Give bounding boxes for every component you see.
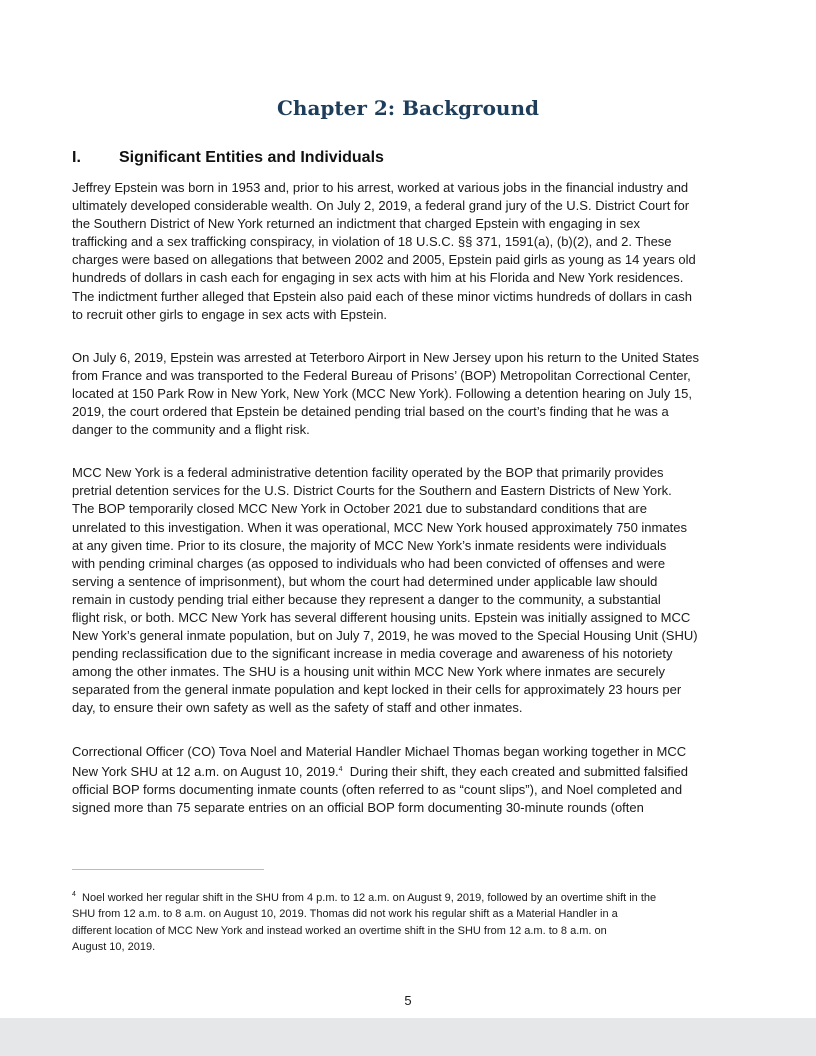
text-line bbox=[72, 761, 752, 781]
text-line: at any given time. Prior to its closure, the majority of MCC New York’s inmate residents were individuals bbox=[72, 537, 667, 553]
text-line: to recruit other girls to engage in sex acts with Epstein. bbox=[72, 306, 388, 322]
footnote-line bbox=[72, 887, 752, 906]
paragraph bbox=[72, 349, 752, 439]
text-line: separated from the general inmate population and kept locked in their cells for approximately 23 hours per bbox=[72, 682, 682, 698]
chapter-title: Chapter 2: Background bbox=[277, 96, 539, 120]
text-line: flight risk, or both. MCC New York has several different housing units. Epstein was initially assigned to MCC bbox=[72, 609, 691, 625]
text-line: day, to ensure their own safety as well as the safety of staff and other inmates. bbox=[72, 700, 523, 716]
text-line: MCC New York is a federal administrative detention facility operated by the BOP that primarily provides bbox=[72, 465, 664, 481]
section-number: I. bbox=[72, 149, 81, 166]
text-line: serving a sentence of imprisonment), but whom the court had determined under applicable law should bbox=[72, 573, 658, 589]
section-heading bbox=[72, 149, 384, 167]
footnote-divider bbox=[72, 869, 264, 870]
text-line: the Southern District of New York returned an indictment that charged Epstein with engaging in sex bbox=[72, 216, 640, 232]
text-line: charges were based on allegations that between 2002 and 2005, Epstein paid girls as young as 14 years old bbox=[72, 252, 696, 268]
text-line: danger to the community and a flight risk. bbox=[72, 422, 310, 438]
text-line: pending reclassification due to the significant increase in media coverage and awareness of his notoriety bbox=[72, 646, 673, 662]
text-line: The indictment further alleged that Epstein also paid each of these minor victims hundreds of dollars in cash bbox=[72, 288, 693, 304]
text-line: ultimately developed considerable wealth. On July 2, 2019, a federal grand jury of the U.S. District Court for bbox=[72, 198, 690, 214]
text-line: Correctional Officer (CO) Tova Noel and Material Handler Michael Thomas began working together in MCC bbox=[72, 743, 687, 759]
footnote-number: 4 bbox=[72, 891, 76, 898]
body-text bbox=[72, 179, 752, 842]
text-line: 2019, the court ordered that Epstein be detained pending trial based on the court’s finding that he was a bbox=[72, 404, 669, 420]
text-line: The BOP temporarily closed MCC New York in October 2021 due to substandard conditions that are bbox=[72, 501, 647, 517]
text-line: Jeffrey Epstein was born in 1953 and, prior to his arrest, worked at various jobs in the financial industry and bbox=[72, 180, 689, 195]
footnote-text: Noel worked her regular shift in the SHU from 4 p.m. to 12 a.m. on August 9, 2019, followed by an overtime shift in the bbox=[75, 892, 657, 904]
text-line: New York’s general inmate population, but on July 7, 2019, he was moved to the Special Housing Unit (SHU) bbox=[72, 628, 698, 644]
footnote-line: SHU from 12 a.m. to 8 a.m. on August 10, 2019. Thomas did not work his regular shift as a Material Handler in a bbox=[72, 908, 618, 921]
text-line: among the other inmates. The SHU is a housing unit within MCC New York where inmates are securely bbox=[72, 664, 665, 680]
text-line: located at 150 Park Row in New York, New York (MCC New York). Following a detention hearing on July 15, bbox=[72, 385, 692, 401]
text-line: official BOP forms documenting inmate counts (often referred to as “count slips”), and Noel completed and bbox=[72, 781, 683, 797]
text-line: On July 6, 2019, Epstein was arrested at Teterboro Airport in New Jersey upon his return to the United States bbox=[72, 349, 699, 365]
text-line: from France and was transported to the Federal Bureau of Prisons’ (BOP) Metropolitan Correctional Center, bbox=[72, 367, 691, 383]
text-line: unrelated to this investigation. When it was operational, MCC New York housed approximately 750 inmates bbox=[72, 519, 687, 535]
text-line: pretrial detention services for the U.S. District Courts for the Southern and Eastern Districts of New York. bbox=[72, 483, 672, 499]
paragraph bbox=[72, 179, 752, 324]
footnote-line: different location of MCC New York and instead worked an overtime shift in the SHU from 12 a.m. to 8 a.m. on bbox=[72, 924, 607, 937]
text-span: During their shift, they each created and submitted falsified bbox=[342, 763, 688, 779]
text-span: New York SHU at 12 a.m. on August 10, 2019. bbox=[72, 763, 339, 779]
text-line: hundreds of dollars in cash each for engaging in sex acts with him at his Florida and New York residences. bbox=[72, 270, 684, 286]
section-title: Significant Entities and Individuals bbox=[119, 149, 384, 166]
page-number: 5 bbox=[404, 993, 412, 1008]
paragraph bbox=[72, 743, 752, 817]
text-line: signed more than 75 separate entries on an official BOP form documenting 30-minute rounds (often bbox=[72, 799, 644, 815]
text-line: remain in custody pending trial either because they represent a danger to the community, a substantial bbox=[72, 591, 661, 607]
footnote-line: August 10, 2019. bbox=[72, 940, 156, 953]
footnote bbox=[72, 887, 752, 955]
text-line: with pending criminal charges (as opposed to individuals who had been convicted of offenses and were bbox=[72, 555, 666, 571]
footnote-reference[interactable]: 4 bbox=[338, 765, 343, 773]
paragraph bbox=[72, 464, 752, 717]
text-line: trafficking and a sex trafficking conspiracy, in violation of 18 U.S.C. §§ 371, 1591(a), (b)(2), and 2. These bbox=[72, 234, 672, 250]
